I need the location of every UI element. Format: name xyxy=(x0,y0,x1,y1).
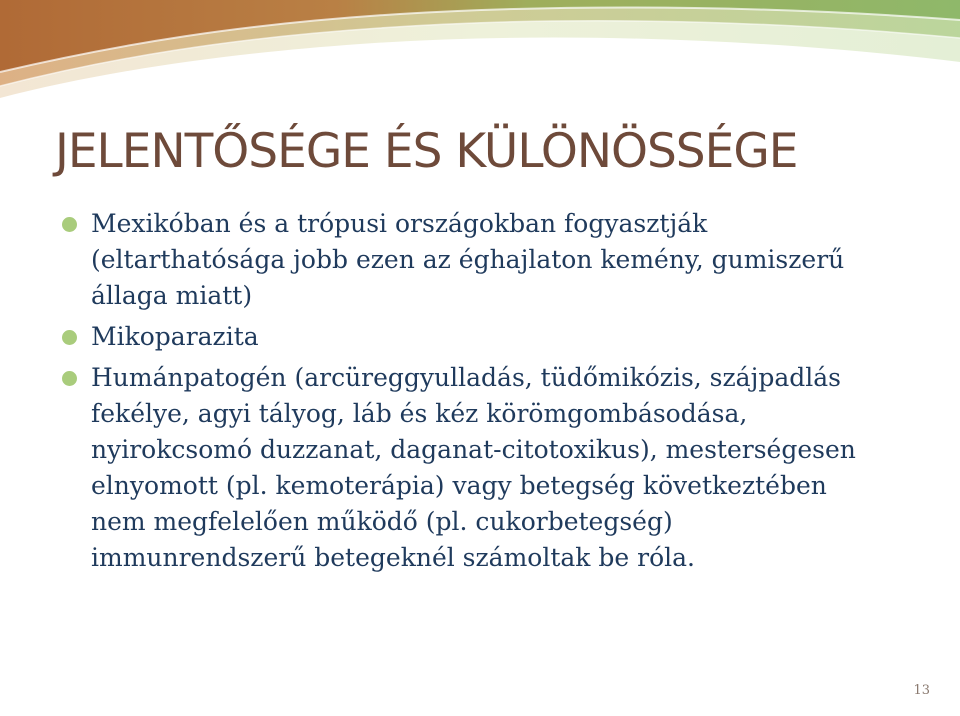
bullet-list xyxy=(60,206,880,581)
page-number: 13 xyxy=(913,683,930,698)
list-item xyxy=(60,206,880,314)
bullet-text: Mikoparazita xyxy=(91,322,259,351)
bullet-dot-icon xyxy=(62,371,77,386)
list-item xyxy=(60,360,880,576)
slide-title: JELENTŐSÉGE ÉS KÜLÖNÖSSÉGE xyxy=(55,124,798,179)
decorative-top-band xyxy=(0,0,960,110)
list-item xyxy=(60,319,880,355)
bullet-text: Humánpatogén (arcüreggyulladás, tüdőmikózis, szájpadlás fekélye, agyi tályog, láb és kéz körömgombásodása, nyirokcsomó duzzanat, daganat-citotoxikus), mesterségesen elnyomott (pl. kemoterápia) vagy betegség következtében nem megfelelően működő (pl. cukorbetegség) immunrendszerű betegeknél számoltak be róla. xyxy=(91,363,856,572)
bullet-dot-icon xyxy=(62,217,77,232)
bullet-dot-icon xyxy=(62,330,77,345)
bullet-text: Mexikóban és a trópusi országokban fogyasztják (eltarthatósága jobb ezen az éghajlaton kemény, gumiszerű állaga miatt) xyxy=(91,209,845,310)
